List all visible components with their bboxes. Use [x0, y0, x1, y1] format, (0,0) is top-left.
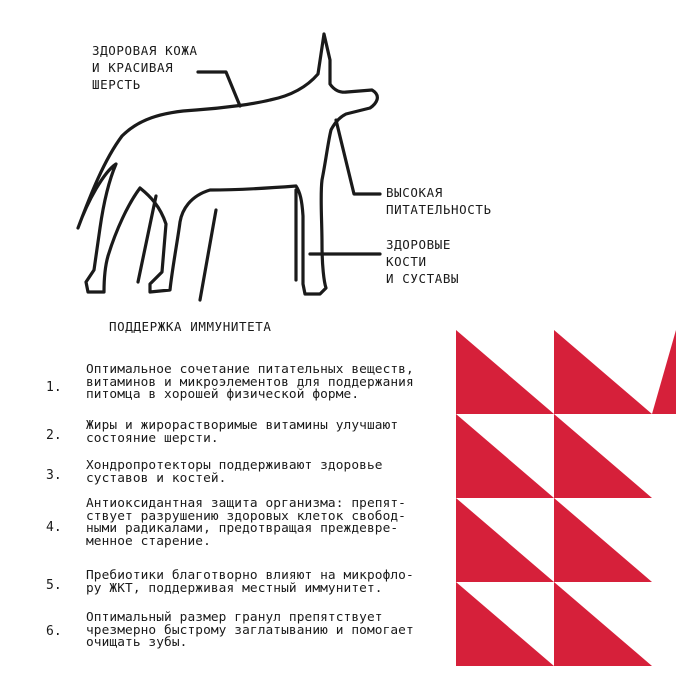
pattern-triangle: [652, 330, 676, 414]
list-item: [36, 498, 496, 566]
list-item-number: 6.: [46, 624, 62, 639]
list-item-text: Антиоксидантная защита организма: препят- ствует разрушению здоровых клеток свобод- ными радикалами, предотвращая преждевре- менное старение.: [86, 496, 406, 549]
pattern-triangle: [554, 498, 652, 582]
list-item-number: 4.: [46, 520, 62, 535]
pattern-triangle: [554, 414, 652, 498]
list-item: [36, 360, 496, 416]
leader-skin: [198, 72, 240, 106]
list-item-number: 3.: [46, 468, 62, 483]
list-item-text: Оптимальное сочетание питательных веществ, витаминов и микроэлементов для поддержания питомца в хорошей физической форме.: [86, 362, 414, 403]
dog-leg-line: [138, 196, 156, 282]
label-healthy-skin: ЗДОРОВАЯ КОЖА И КРАСИВАЯ ШЕРСТЬ: [92, 43, 198, 92]
leader-immunity: [200, 210, 216, 300]
label-immunity-support: ПОДДЕРЖКА ИММУНИТЕТА: [109, 319, 272, 334]
list-item-text: Оптимальный размер гранул препятствует чрезмерно быстрому заглатыванию и помогает очищать зубы.: [86, 610, 414, 651]
leader-nutrition: [336, 120, 380, 194]
list-item: [36, 416, 496, 460]
list-item: [36, 566, 496, 610]
label-healthy-bones: ЗДОРОВЫЕ КОСТИ И СУСТАВЫ: [386, 237, 460, 286]
list-item-text: Пребиотики благотворно влияют на микрофло- ру ЖКТ, поддерживая местный иммунитет.: [86, 568, 414, 596]
list-item-number: 1.: [46, 380, 62, 395]
list-item: [36, 610, 496, 658]
pattern-triangle: [554, 330, 652, 414]
benefits-list: [36, 360, 496, 658]
list-item-text: Жиры и жирорастворимые витамины улучшают состояние шерсти.: [86, 418, 399, 446]
list-item: [36, 460, 496, 498]
list-item-number: 2.: [46, 428, 62, 443]
pattern-triangle: [554, 582, 652, 666]
list-item-text: Хондропротекторы поддерживают здоровье суставов и костей.: [86, 458, 383, 486]
label-high-nutrition: ВЫСОКАЯ ПИТАТЕЛЬНОСТЬ: [386, 185, 492, 217]
list-item-number: 5.: [46, 578, 62, 593]
